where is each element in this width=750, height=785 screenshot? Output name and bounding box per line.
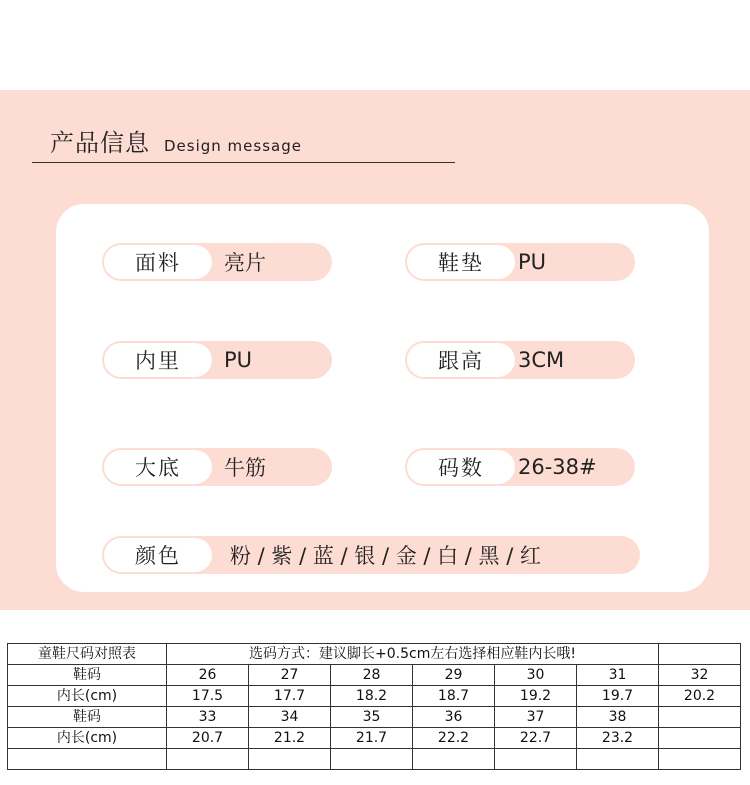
attribute-lining (102, 341, 332, 379)
attribute-value: 3CM (518, 348, 565, 372)
section-subtitle: Design message (164, 137, 302, 155)
table-row (8, 749, 741, 770)
table-cell: 23.2 (577, 728, 659, 749)
row-label: 内长(cm) (8, 728, 167, 749)
attribute-label: 颜色 (104, 538, 212, 572)
table-cell: 26 (167, 665, 249, 686)
table-cell: 17.5 (167, 686, 249, 707)
table-cell (659, 707, 741, 728)
attribute-value: PU (224, 348, 253, 372)
table-cell: 20.2 (659, 686, 741, 707)
table-cell: 19.7 (577, 686, 659, 707)
table-cell: 18.2 (331, 686, 413, 707)
attribute-value: PU (518, 250, 547, 274)
row-label: 内长(cm) (8, 686, 167, 707)
table-cell: 27 (249, 665, 331, 686)
table-cell (659, 749, 741, 770)
table-row (8, 644, 741, 665)
table-cell: 18.7 (413, 686, 495, 707)
table-row (8, 686, 741, 707)
table-cell (167, 749, 249, 770)
table-cell (659, 644, 741, 665)
attribute-value: 粉 / 紫 / 蓝 / 银 / 金 / 白 / 黑 / 红 (230, 544, 541, 568)
attribute-value: 牛筋 (224, 456, 266, 480)
table-cell: 34 (249, 707, 331, 728)
table-cell: 28 (331, 665, 413, 686)
table-cell: 36 (413, 707, 495, 728)
attribute-value: 亮片 (224, 251, 266, 275)
attribute-label: 鞋垫 (407, 245, 515, 279)
table-cell: 17.7 (249, 686, 331, 707)
table-cell: 35 (331, 707, 413, 728)
table-cell: 22.2 (413, 728, 495, 749)
attribute-outsole (102, 448, 332, 486)
table-cell: 31 (577, 665, 659, 686)
table-cell: 19.2 (495, 686, 577, 707)
section-heading (50, 123, 302, 157)
table-cell: 21.7 (331, 728, 413, 749)
attribute-label: 码数 (407, 450, 515, 484)
table-cell (331, 749, 413, 770)
table-cell: 22.7 (495, 728, 577, 749)
attribute-heel-height (405, 341, 635, 379)
table-cell (249, 749, 331, 770)
attribute-size-range (405, 448, 635, 486)
table-cell: 38 (577, 707, 659, 728)
table-cell: 32 (659, 665, 741, 686)
attribute-label: 内里 (104, 343, 212, 377)
size-chart-title: 童鞋尺码对照表 (8, 644, 167, 665)
attribute-colors (102, 536, 640, 574)
attribute-material (102, 243, 332, 281)
table-row (8, 665, 741, 686)
table-cell (413, 749, 495, 770)
table-row (8, 728, 741, 749)
table-cell: 21.2 (249, 728, 331, 749)
size-chart-table (7, 643, 741, 770)
table-cell (495, 749, 577, 770)
table-cell: 30 (495, 665, 577, 686)
table-cell (577, 749, 659, 770)
attribute-label: 跟高 (407, 343, 515, 377)
attribute-label: 面料 (104, 245, 212, 279)
table-cell: 33 (167, 707, 249, 728)
row-label: 鞋码 (8, 665, 167, 686)
row-label (8, 749, 167, 770)
table-cell (659, 728, 741, 749)
attribute-value: 26-38# (518, 455, 597, 479)
table-cell: 37 (495, 707, 577, 728)
heading-underline (32, 162, 455, 163)
size-chart-note: 选码方式：建议脚长+0.5cm左右选择相应鞋内长哦! (167, 644, 659, 665)
row-label: 鞋码 (8, 707, 167, 728)
table-row (8, 707, 741, 728)
table-cell: 29 (413, 665, 495, 686)
section-title: 产品信息 (50, 129, 150, 157)
attribute-label: 大底 (104, 450, 212, 484)
table-cell: 20.7 (167, 728, 249, 749)
attribute-insole (405, 243, 635, 281)
